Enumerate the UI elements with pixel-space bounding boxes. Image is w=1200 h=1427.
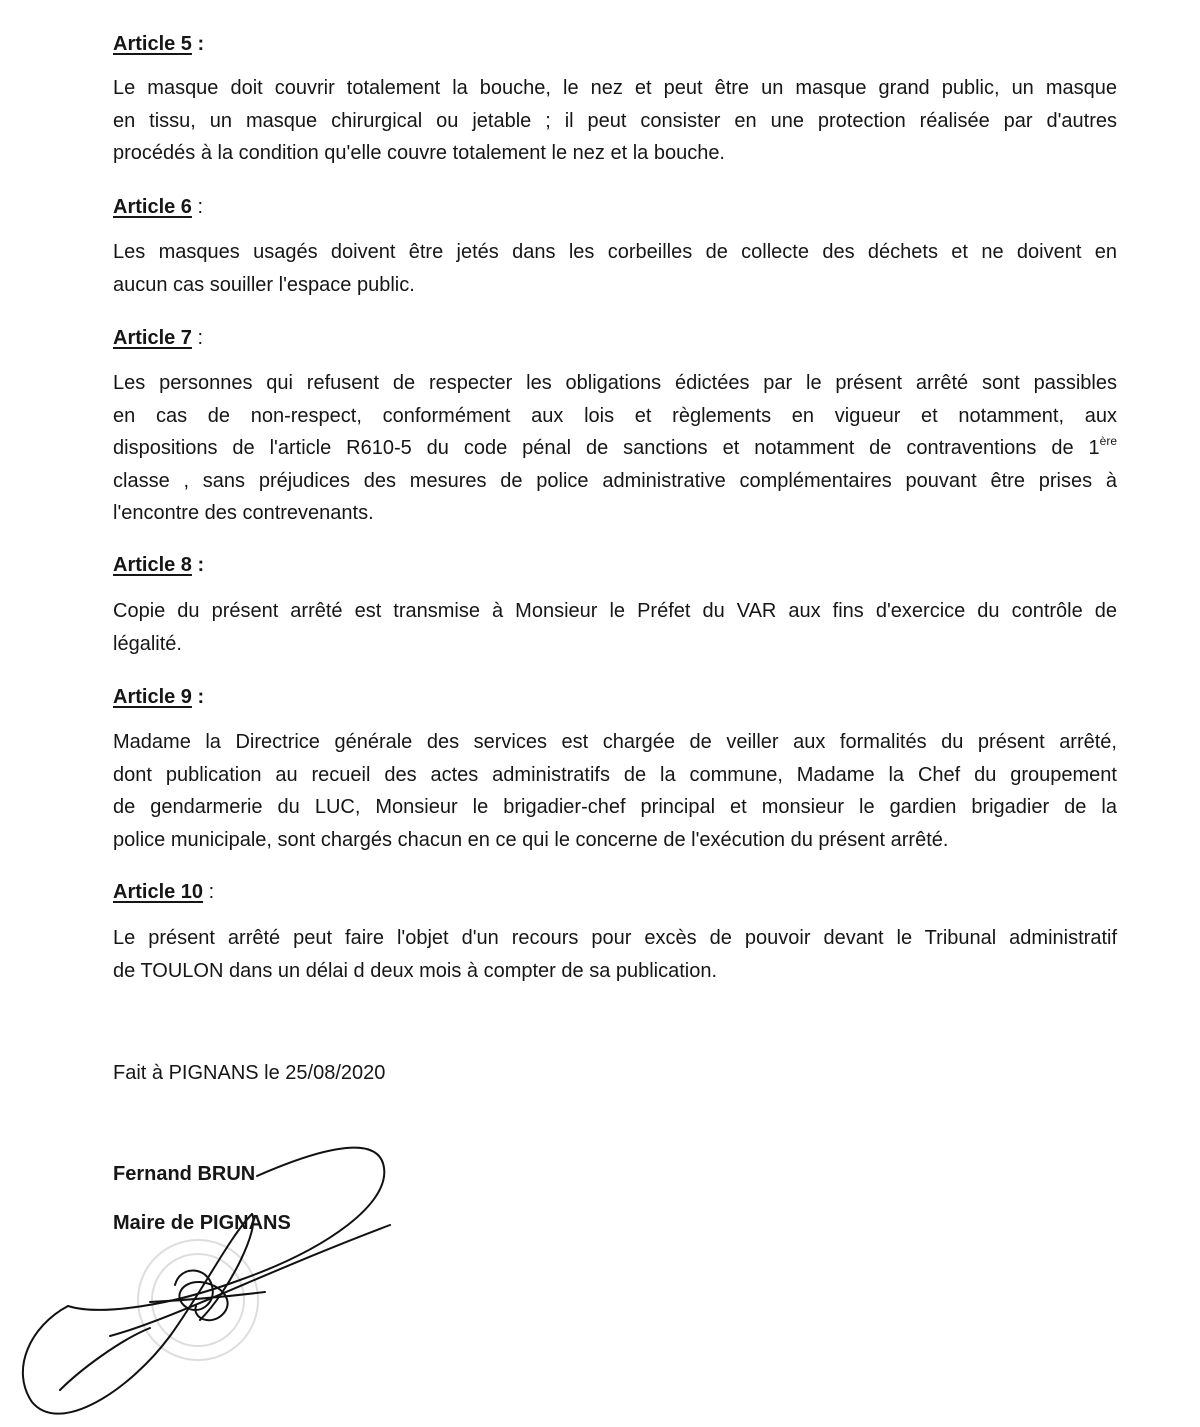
article-8-text bbox=[113, 595, 1117, 660]
article-6-heading bbox=[113, 194, 203, 220]
article-7-line: classe , sans préjudices des mesures de police administrative complémentaires pouvant être prises à bbox=[113, 469, 1117, 492]
signatory-title: Maire de PIGNANS bbox=[113, 1212, 291, 1234]
article-7-superscript: ère bbox=[1099, 434, 1117, 448]
article-10-text bbox=[113, 922, 1117, 987]
article-9-line: police municipale, sont chargés chacun en ce qui le concerne de l'exécution du présent arrêté. bbox=[113, 828, 949, 851]
article-9-text bbox=[113, 726, 1117, 856]
article-5-text bbox=[113, 72, 1117, 170]
article-10-heading bbox=[113, 879, 214, 905]
signature-strokes bbox=[23, 1148, 390, 1414]
article-9-heading bbox=[113, 684, 204, 710]
article-6-text bbox=[113, 236, 1117, 301]
article-6-title: Article 6 bbox=[113, 196, 192, 218]
article-7-text bbox=[113, 367, 1117, 530]
article-8-title: Article 8 bbox=[113, 554, 192, 576]
article-8-line: légalité. bbox=[113, 632, 182, 655]
article-5-line: Le masque doit couvrir totalement la bouche, le nez et peut être un masque grand public, un masque bbox=[113, 77, 1117, 99]
article-7-colon: : bbox=[191, 327, 204, 349]
article-7-line-with-superscript bbox=[113, 432, 1117, 465]
stamp-outline bbox=[138, 1240, 258, 1360]
signatory-name: Fernand BRUN bbox=[113, 1163, 256, 1185]
article-9-line: de gendarmerie du LUC, Monsieur le brigadier-chef principal et monsieur le gardien brigadier de la bbox=[113, 796, 1117, 818]
place-and-date: Fait à PIGNANS le 25/08/2020 bbox=[113, 1062, 386, 1084]
article-8-heading bbox=[113, 552, 204, 578]
article-10-title: Article 10 bbox=[113, 881, 204, 903]
article-7-line: l'encontre des contrevenants. bbox=[113, 502, 374, 524]
article-9-line: Madame la Directrice générale des services est chargée de veiller aux formalités du présent arrêté, bbox=[113, 731, 1117, 753]
article-9-title: Article 9 bbox=[113, 686, 192, 708]
article-7-line: Les personnes qui refusent de respecter les obligations édictées par le présent arrêté sont passibles bbox=[113, 372, 1117, 394]
article-10-line: Le présent arrêté peut faire l'objet d'un recours pour excès de pouvoir devant le Tribunal administratif bbox=[113, 927, 1117, 949]
article-6-line: aucun cas souiller l'espace public. bbox=[113, 273, 415, 296]
article-6-colon: : bbox=[191, 196, 204, 218]
article-10-colon: : bbox=[203, 881, 215, 903]
article-5-title: Article 5 bbox=[113, 33, 192, 55]
article-10-line: de TOULON dans un délai d deux mois à compter de sa publication. bbox=[113, 959, 718, 982]
article-5-colon: : bbox=[191, 33, 205, 55]
article-7-line-text: dispositions de l'article R610-5 du code pénal de sanctions et notamment de contraventions de 1 bbox=[113, 437, 1100, 459]
article-8-line: Copie du présent arrêté est transmise à Monsieur le Préfet du VAR aux fins d'exercice du contrôle de bbox=[113, 600, 1117, 622]
article-8-colon: : bbox=[191, 554, 205, 576]
article-5-heading bbox=[113, 31, 204, 57]
article-7-title: Article 7 bbox=[113, 327, 192, 349]
article-6-line: Les masques usagés doivent être jetés dans les corbeilles de collecte des déchets et ne doivent en bbox=[113, 241, 1117, 263]
article-7-line: en cas de non-respect, conformément aux lois et règlements en vigueur et notamment, aux bbox=[113, 404, 1117, 427]
article-7-heading bbox=[113, 325, 203, 351]
article-9-colon: : bbox=[191, 686, 205, 708]
article-5-line: procédés à la condition qu'elle couvre totalement le nez et la bouche. bbox=[113, 142, 725, 164]
article-9-line: dont publication au recueil des actes administratifs de la commune, Madame la Chef du groupement bbox=[113, 763, 1117, 786]
article-5-line: en tissu, un masque chirurgical ou jetable ; il peut consister en une protection réalisée par d'autres bbox=[113, 109, 1117, 132]
